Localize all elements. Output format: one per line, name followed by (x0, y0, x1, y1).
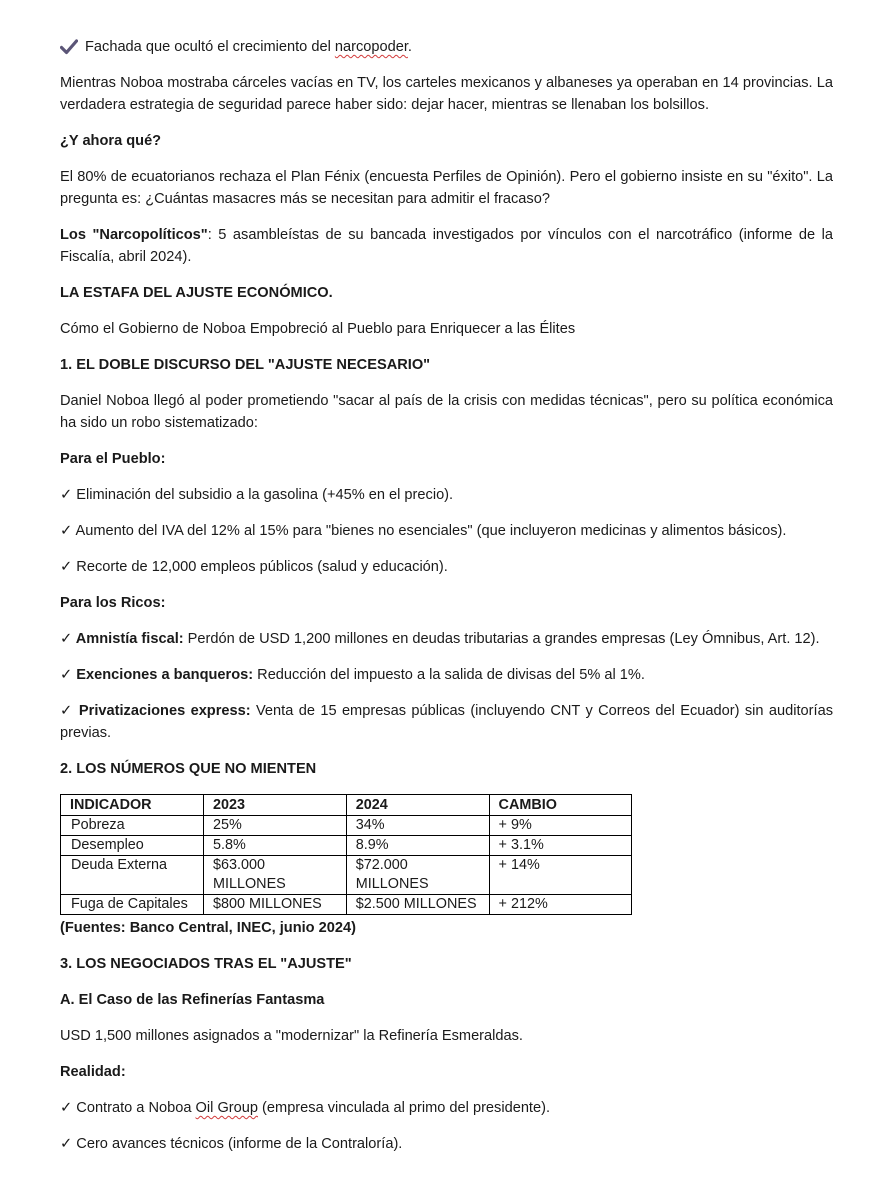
heading-para-los-ricos: Para los Ricos: (60, 595, 166, 611)
check-text-before: Fachada que ocultó el crecimiento del (85, 39, 335, 55)
table-cell: Deuda Externa (61, 856, 204, 895)
paragraph-plan-fenix: El 80% de ecuatorianos rechaza el Plan Fénix (encuesta Perfiles de Opinión). Pero el gobierno insiste en su "éxito". La pregunta es: ¿Cuántas masacres más se necesitan para admitir el fracaso? (60, 169, 833, 207)
list-item-label: ✓ Exenciones a banqueros: (60, 667, 254, 683)
table-cell: 5.8% (203, 836, 346, 856)
section-subtitle: Cómo el Gobierno de Noboa Empobreció al Pueblo para Enriquecer a las Élites (60, 321, 576, 337)
table-header-cell: 2024 (346, 795, 489, 816)
table-cell: $800 MILLONES (203, 895, 346, 915)
table-row (61, 816, 632, 836)
check-line-fachada (60, 36, 833, 58)
table-cell: + 212% (489, 895, 631, 915)
heading-para-el-pueblo: Para el Pueblo: (60, 451, 166, 467)
list-item-label: ✓ Amnistía fiscal: (60, 631, 184, 647)
list-item-ricos (60, 664, 833, 686)
heading-doble-discurso: 1. EL DOBLE DISCURSO DEL "AJUSTE NECESARIO" (60, 357, 431, 373)
table-header-cell: 2023 (203, 795, 346, 816)
list-item-text: Venta de 15 empresas públicas (incluyendo CNT y Correos del Ecuador) sin auditorías previas. (60, 703, 833, 741)
list-item-ricos (60, 628, 833, 650)
table-cell: $63.000 MILLONES (203, 856, 346, 895)
table-row (61, 856, 632, 895)
table-cell: $72.000 MILLONES (346, 856, 489, 895)
item-text-after: (empresa vinculada al primo del presidente). (258, 1100, 551, 1116)
paragraph-carceles: Mientras Noboa mostraba cárceles vacías en TV, los carteles mexicanos y albaneses ya operaban en 14 provincias. La verdadera estrategia de seguridad parece haber sido: dejar hacer, mientras se llenaban los bolsillos. (60, 75, 833, 113)
paragraph-daniel-noboa: Daniel Noboa llegó al poder prometiendo "sacar al país de la crisis con medidas técnicas", pero su política económica ha sido un robo sistematizado: (60, 393, 833, 431)
table-cell: Pobreza (61, 816, 204, 836)
table-header-row (61, 795, 632, 816)
table-cell: 34% (346, 816, 489, 836)
indicators-table (60, 794, 632, 915)
misspelled-word[interactable]: Oil Group (195, 1100, 258, 1116)
list-item-pueblo: ✓ Aumento del IVA del 12% al 15% para "bienes no esenciales" (que incluyeron medicinas y alimentos básicos). (60, 523, 787, 539)
item-text-before: ✓ Contrato a Noboa (60, 1100, 196, 1116)
heading-y-ahora-que: ¿Y ahora qué? (60, 133, 162, 149)
table-cell: $2.500 MILLONES (346, 895, 489, 915)
heavy-check-icon (60, 39, 78, 55)
table-cell: 8.9% (346, 836, 489, 856)
list-item-label: ✓ Privatizaciones express: (60, 703, 251, 719)
table-row (61, 895, 632, 915)
list-item-pueblo: ✓ Recorte de 12,000 empleos públicos (salud y educación). (60, 559, 448, 575)
list-item-realidad: ✓ Cero avances técnicos (informe de la Contraloría). (60, 1136, 403, 1152)
table-header-cell: INDICADOR (61, 795, 204, 816)
table-cell: + 14% (489, 856, 631, 895)
list-item-text: Reducción del impuesto a la salida de divisas del 5% al 1%. (253, 667, 645, 683)
table-cell: 25% (203, 816, 346, 836)
narcopoliticos-text: : 5 asambleístas de su bancada investigados por vínculos con el narcotráfico (informe de la Fiscalía, abril 2024). (60, 227, 833, 265)
table-cell: Fuga de Capitales (61, 895, 204, 915)
list-item-realidad (60, 1097, 833, 1119)
table-row (61, 836, 632, 856)
paragraph-refineria-esmeraldas: USD 1,500 millones asignados a "modernizar" la Refinería Esmeraldas. (60, 1028, 523, 1044)
check-text-after: . (407, 39, 412, 55)
paragraph-narcopoliticos (60, 224, 833, 268)
table-cell: Desempleo (61, 836, 204, 856)
list-item-text: Perdón de USD 1,200 millones en deudas tributarias a grandes empresas (Ley Ómnibus, Art. 12). (183, 631, 820, 647)
document-page (60, 36, 833, 1169)
list-item-ricos (60, 700, 833, 744)
heading-refinerias: A. El Caso de las Refinerías Fantasma (60, 992, 325, 1008)
table-source: (Fuentes: Banco Central, INEC, junio 2024) (60, 920, 356, 936)
heading-numeros: 2. LOS NÚMEROS QUE NO MIENTEN (60, 761, 317, 777)
misspelled-word[interactable]: narcopoder (334, 39, 408, 55)
narcopoliticos-label: Los "Narcopolíticos" (60, 227, 208, 243)
table-cell: + 3.1% (489, 836, 631, 856)
table-header-cell: CAMBIO (489, 795, 631, 816)
heading-negociados: 3. LOS NEGOCIADOS TRAS EL "AJUSTE" (60, 956, 352, 972)
heading-realidad: Realidad: (60, 1064, 126, 1080)
section-title: LA ESTAFA DEL AJUSTE ECONÓMICO. (60, 285, 333, 301)
list-item-pueblo: ✓ Eliminación del subsidio a la gasolina (+45% en el precio). (60, 487, 454, 503)
table-cell: + 9% (489, 816, 631, 836)
